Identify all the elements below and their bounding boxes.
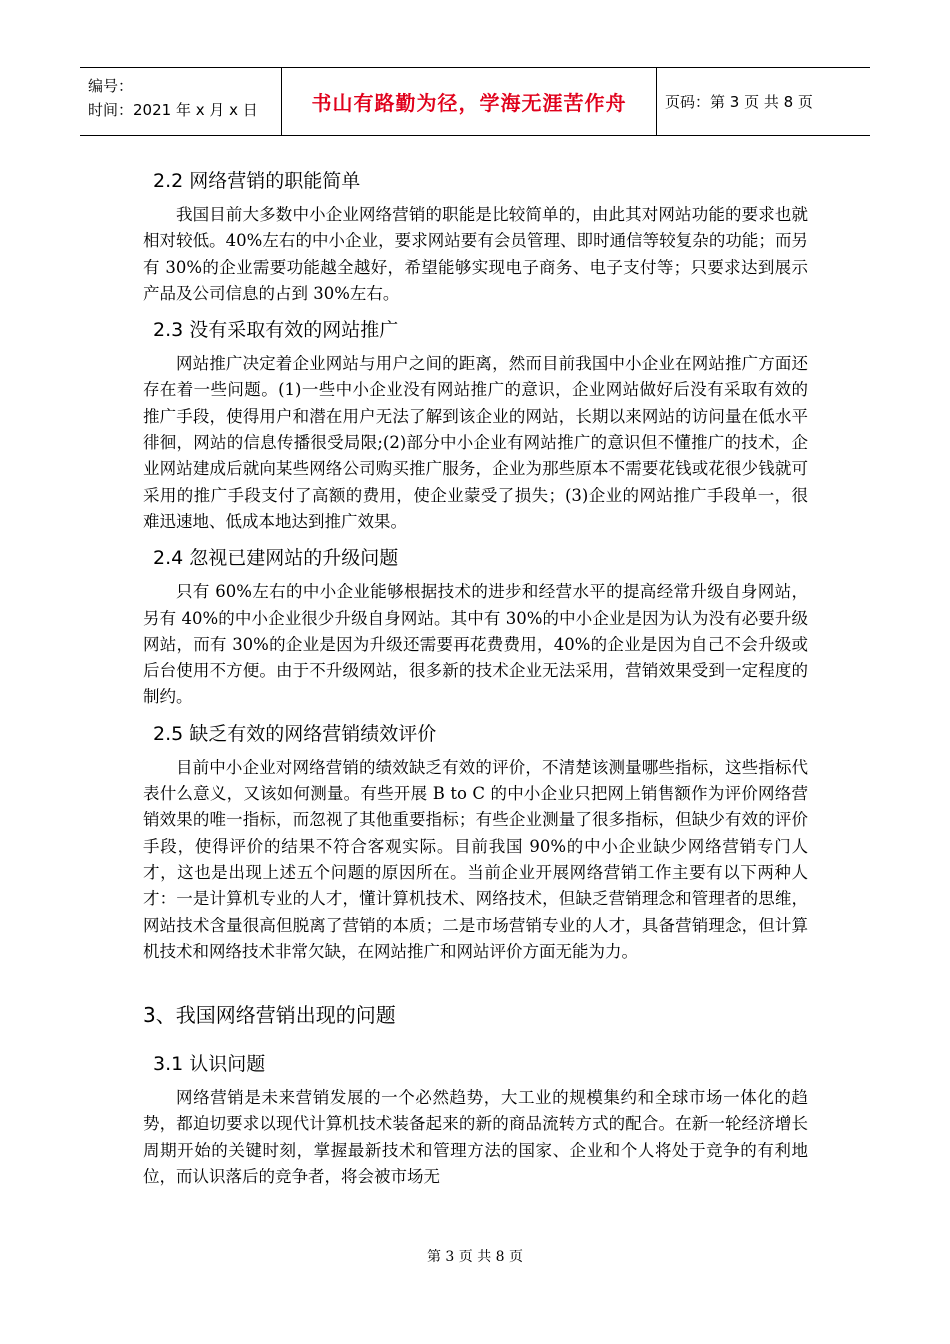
section-paragraph-2-4: 只有 60%左右的中小企业能够根据技术的进步和经营水平的提高经常升级自身网站，另有 40%的中小企业很少升级自身网站。其中有 30%的中小企业是因为认为没有必要升级网站，而有 30%的企业是因为升级还需要再花费费用，40%的企业是因为自己不会升级或后台使用不方便。由于不升级网站，很多新的技术企业无法采用，营销效果受到一定程度的制约。 [143, 582, 808, 707]
section-paragraph-3-1: 网络营销是未来营销发展的一个必然趋势，大工业的规模集约和全球市场一体化的趋势，都迫切要求以现代计算机技术装备起来的新的商品流转方式的配合。在新一轮经济增长周期开始的关键时刻，掌握最新技术和管理方法的国家、企业和个人将处于竞争的有利地位，而认识落后的竞争者，将会被市场无 [143, 1088, 808, 1187]
section-heading-2-2: 2.2 网络营销的职能简单 [153, 170, 361, 192]
document-number-label: 编号： [88, 77, 134, 95]
header-motto: 书山有路勤为径，学海无涯苦作舟 [282, 68, 657, 135]
page-footer: 第 3 页 共 8 页 [426, 1249, 524, 1265]
chapter-heading-3: 3、我国网络营销出现的问题 [143, 1003, 396, 1028]
section-heading-2-3: 2.3 没有采取有效的网站推广 [153, 319, 399, 342]
document-time: 时间：2021 年 x 月 x 日 [88, 101, 258, 119]
section-heading-2-5: 2.5 缺乏有效的网络营销绩效评价 [153, 722, 437, 745]
section-paragraph-2-2: 我国目前大多数中小企业网络营销的职能是比较简单的，由此其对网站功能的要求也就相对较低。40%左右的中小企业，要求网站要有会员管理、即时通信等较复杂的功能；而另有 30%的企业需要功能越全越好，希望能够实现电子商务、电子支付等；只要求达到展示产品及公司信息的占到 30%左右。 [143, 205, 808, 303]
page-header [80, 67, 870, 136]
header-meta [80, 68, 282, 135]
section-paragraph-2-5: 目前中小企业对网络营销的绩效缺乏有效的评价，不清楚该测量哪些指标，这些指标代表什么意义，又该如何测量。有些开展 B to C 的中小企业只把网上销售额作为评价网络营销效果的唯一指标，而忽视了其他重要指标；有些企业测量了很多指标，但缺少有效的评价手段，使得评价的结果不符合客观实际。目前我国 90%的中小企业缺少网络营销专门人才，这也是出现上述五个问题的原因所在。当前企业开展网络营销工作主要有以下两种人才：一是计算机专业的人才，懂计算机技术、网络技术，但缺乏营销理念和管理者的思维，网站技术含量很高但脱离了营销的本质；二是市场营销专业的人才，具备营销理念，但计算机技术和网络技术非常欠缺，在网站推广和网站评价方面无能为力。 [143, 757, 808, 961]
main-content [143, 164, 808, 1190]
section-heading-3-1: 3.1 认识问题 [153, 1053, 266, 1076]
header-page-info: 页码：第 3 页 共 8 页 [665, 93, 813, 111]
section-heading-2-4: 2.4 忽视已建网站的升级问题 [153, 547, 399, 570]
section-paragraph-2-3: 网站推广决定着企业网站与用户之间的距离，然而目前我国中小企业在网站推广方面还存在着一些问题。(1)一些中小企业没有网站推广的意识，企业网站做好后没有采取有效的推广手段，使得用户和潜在用户无法了解到该企业的网站，长期以来网站的访问量在低水平徘徊，网站的信息传播很受局限;(2)部分中小企业有网站推广的意识但不懂推广的技术，企业网站建成后就向某些网络公司购买推广服务，企业为那些原本不需要花钱或花很少钱就可采用的推广手段支付了高额的费用，使企业蒙受了损失；(3)企业的网站推广手段单一，很难迅速地、低成本地达到推广效果。 [143, 354, 808, 531]
